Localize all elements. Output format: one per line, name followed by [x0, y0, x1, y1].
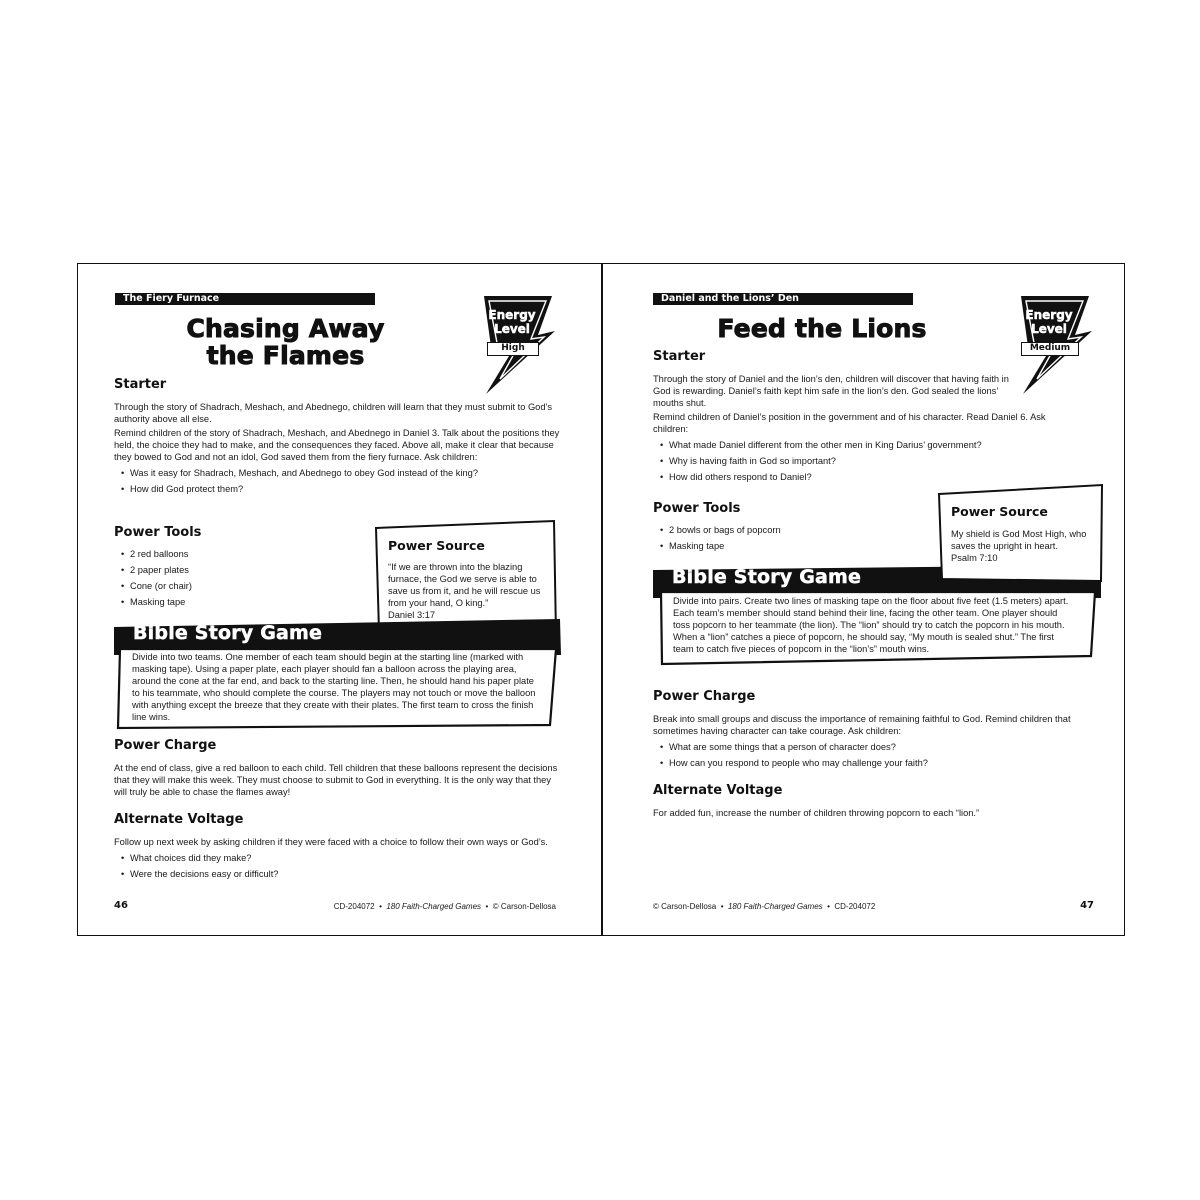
list-item: • Why is having faith in God so important? — [653, 453, 1083, 469]
alternate-voltage-heading: Alternate Voltage — [653, 783, 783, 798]
starter-body — [653, 373, 1083, 485]
title-line-2: the Flames — [206, 341, 365, 370]
power-tools-list — [653, 522, 873, 554]
alternate-voltage-questions — [114, 850, 560, 882]
power-source-heading: Power Source — [951, 504, 1048, 519]
page-title: Feed the Lions — [717, 314, 927, 343]
list-item: • What choices did they make? — [114, 850, 560, 866]
starter-heading: Starter — [114, 377, 167, 392]
title-line-1: Chasing Away — [186, 314, 385, 343]
power-charge-questions — [653, 739, 1097, 771]
power-source-reference: Daniel 3:17 — [388, 610, 436, 620]
alternate-voltage-text: Follow up next week by asking children if they were faced with a choice to follow their own ways or God’s. — [114, 837, 548, 847]
bible-story-game-heading: Bible Story Game — [133, 622, 323, 644]
page-title — [158, 315, 413, 369]
alternate-voltage-text: For added fun, increase the number of children throwing popcorn to each “lion.” — [653, 808, 980, 818]
energy-level-badge — [478, 293, 560, 397]
bible-story-game-heading: Bible Story Game — [672, 566, 862, 588]
list-item: • What made Daniel different from the other men in King Darius’ government? — [653, 437, 1083, 453]
starter-paragraph-1: Through the story of Daniel and the lion’s den, children will discover that having faith in God is rewarding. Daniel’s faith kept him safe in the lion’s den. God sealed the lions’ mouths shut. — [653, 374, 1009, 408]
power-source-verse: “If we are thrown into the blazing furnace, the God we serve is able to save us from it, and he will rescue us from your hand, O king.” Daniel 3:17 — [388, 561, 548, 621]
list-item: • 2 bowls or bags of popcorn — [653, 522, 873, 538]
left-page — [78, 264, 601, 935]
starter-paragraph-2: Remind children of Daniel’s position in the government and of his character. Read Daniel 6. Ask children: — [653, 412, 1046, 434]
starter-paragraph-2: Remind children of the story of Shadrach, Meshach, and Abednego in Daniel 3. Talk about the positions they held, the choice they had to make, and the consequences they faced. Above all, make it clear that because they bowed to God and not an idol, God saved them from the fiery furnace. Ask children: — [114, 428, 560, 462]
topic-bar: Daniel and the Lions’ Den — [653, 293, 913, 305]
book-spread — [77, 263, 1125, 936]
page-footer: © Carson-Dellosa • 180 Faith-Charged Games • CD-204072 — [653, 902, 876, 911]
bible-story-game-text: Divide into two teams. One member of each team should begin at the starting line (marked with masking tape). Using a paper plate, each player should fan a balloon across the playing area, around the cone at the far end, and back to the starting line. Then, he should hand his paper plate to his teammate, who should complete the course. The players may not touch or move the balloon with anything except the breeze that they create with their plates. The first team to cross the finish line wins. — [132, 652, 536, 722]
starter-questions — [653, 437, 1083, 485]
power-source-reference: Psalm 7:10 — [951, 553, 998, 563]
power-tools-list — [114, 546, 314, 610]
power-tools-heading: Power Tools — [653, 501, 741, 516]
list-item: • 2 paper plates — [114, 562, 314, 578]
list-item: • How can you respond to people who may challenge your faith? — [653, 755, 1097, 771]
starter-body — [114, 401, 560, 497]
power-charge-text: Break into small groups and discuss the importance of remaining faithful to God. Remind children that sometimes having character can take courage. Ask children: — [653, 714, 1071, 736]
page-number: 47 — [1080, 900, 1094, 911]
list-item: • Were the decisions easy or difficult? — [114, 866, 560, 882]
topic-bar: The Fiery Furnace — [115, 293, 375, 305]
power-charge-heading: Power Charge — [114, 738, 217, 753]
list-item: • Masking tape — [114, 594, 314, 610]
energy-label: Energy Level — [1025, 308, 1073, 336]
power-source-verse: My shield is God Most High, who saves the upright in heart. Psalm 7:10 — [951, 528, 1101, 564]
list-item: • How did God protect them? — [114, 481, 560, 497]
starter-paragraph-1: Through the story of Shadrach, Meshach, and Abednego, children will learn that they must submit to God’s authority above all else. — [114, 402, 553, 424]
list-item: • 2 red balloons — [114, 546, 314, 562]
power-source-heading: Power Source — [388, 538, 485, 553]
alternate-voltage-heading: Alternate Voltage — [114, 812, 244, 827]
bible-story-game-text: Divide into pairs. Create two lines of masking tape on the floor about five feet (1.5 meters) apart. Each team’s member should stand behind their line, facing the other team. One player should toss popcorn to her teammate (the lion). The “lion” should try to catch the popcorn in his mouth. When a “lion” catches a piece of popcorn, he should say, “My mouth is sealed shut.” The first team to catch five pieces of popcorn in the “lion’s” mouth wins. — [673, 596, 1069, 654]
power-charge-text: At the end of class, give a red balloon to each child. Tell children that these balloons represent the decisions that they will make this week. They must choose to submit to God in everything. It is the only way that they will truly be able to chase the flames away! — [114, 763, 558, 797]
right-page — [602, 264, 1125, 935]
energy-level-value: Medium — [1021, 342, 1079, 356]
list-item: • Cone (or chair) — [114, 578, 314, 594]
starter-questions — [114, 465, 560, 497]
page-number: 46 — [114, 900, 128, 911]
power-charge-heading: Power Charge — [653, 689, 756, 704]
energy-level-value: High — [487, 342, 539, 356]
list-item: • How did others respond to Daniel? — [653, 469, 1083, 485]
starter-heading: Starter — [653, 349, 706, 364]
alternate-voltage-body — [114, 836, 560, 882]
list-item: • Was it easy for Shadrach, Meshach, and Abednego to obey God instead of the king? — [114, 465, 560, 481]
page-footer: CD-204072 • 180 Faith-Charged Games • © Carson-Dellosa — [333, 902, 556, 911]
list-item: • What are some things that a person of character does? — [653, 739, 1097, 755]
power-charge-body — [653, 713, 1097, 771]
list-item: • Masking tape — [653, 538, 873, 554]
energy-label: Energy Level — [488, 308, 536, 336]
power-tools-heading: Power Tools — [114, 525, 202, 540]
